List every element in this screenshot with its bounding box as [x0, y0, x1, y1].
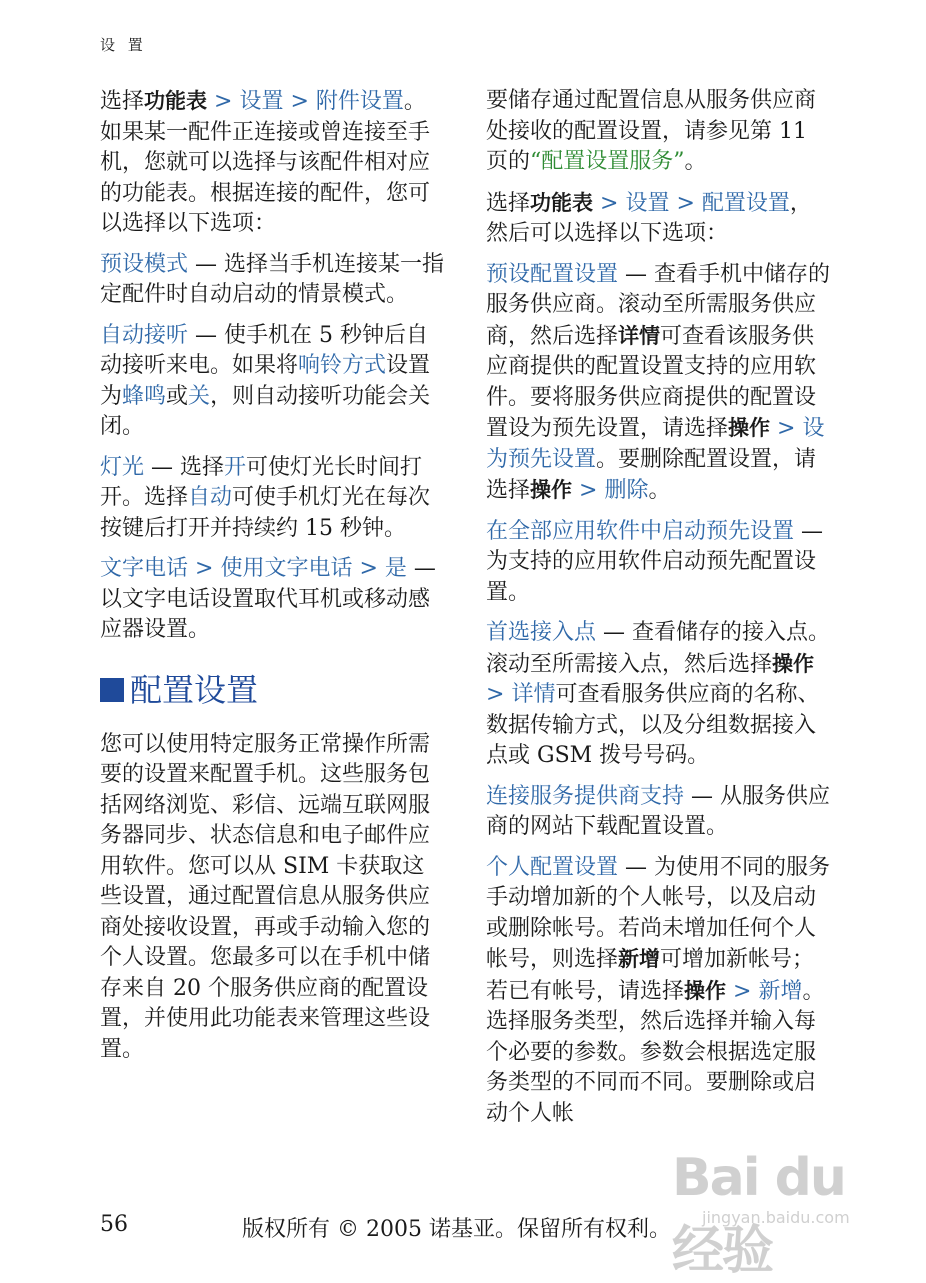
preferred-ap-paragraph: 首选接入点 — 查看储存的接入点。滚动至所需接入点，然后选择操作 > 详情可查看服务供应商的名称、数据传输方式，以及分组数据接入点或 GSM 拨号号码。: [486, 620, 831, 768]
config-service-reference: “配置设置服务”: [530, 149, 685, 174]
right-column: [486, 86, 831, 1139]
personal-config-term: 个人配置设置: [486, 854, 619, 880]
section-heading: 配置设置: [100, 670, 445, 710]
lights-paragraph: 灯光 — 选择开可使灯光长时间打开。选择自动可使手机灯光在每次按键后打开并持续约 15 秒钟。: [100, 454, 431, 541]
connect-support-paragraph: 连接服务提供商支持 — 从服务供应商的网站下载配置设置。: [486, 783, 831, 839]
activate-all-paragraph: 在全部应用软件中启动预先设置 — 为支持的应用软件启动预先配置设置。: [486, 518, 824, 605]
lights-term: 灯光: [100, 454, 145, 480]
config-storage-paragraph: 要储存通过配置信息从服务供应商处接收的配置设置，请参见第 11 页的“配置设置服务”。: [486, 88, 817, 174]
settings-link: 设置: [239, 89, 284, 114]
text-phone-paragraph: 文字电话 > 使用文字电话 > 是 — 以文字电话设置取代耳机或移动感应器设置。: [100, 556, 436, 642]
watermark-logo: Bai du 经验: [672, 1148, 845, 1281]
section-body-paragraph: 您可以使用特定服务正常操作所需要的设置来配置手机。这些服务包括网络浏览、彩信、远端互联网服务器同步、状态信息和电子邮件应用软件。您可以从 SIM 卡获取这些设置，通过配置信息从服务供应商处接收设置，再或手动输入您的个人设置。您最多可以在手机中储存来自 20 个服务供应商的配置设置，并使用此功能表来管理这些设置。: [100, 731, 431, 1062]
watermark: [672, 1148, 882, 1281]
connect-support-term: 连接服务提供商支持: [486, 783, 685, 809]
text-phone-term: 文字电话: [100, 556, 189, 581]
default-profile-term: 预设模式: [100, 251, 189, 277]
personal-config-paragraph: 个人配置设置 — 为使用不同的服务手动增加新的个人帐号，以及启动或删除帐号。若尚未增加任何个人帐号，则选择新增可增加新帐号；若已有帐号，请选择操作 > 新增。选择服务类型，然后选择并输入每个必要的参数。参数会根据选定服务类型的不同而不同。要删除或启动个人帐: [486, 854, 831, 1126]
page-number: 56: [100, 1212, 128, 1237]
auto-answer-term: 自动接听: [100, 322, 189, 348]
menu-label: 功能表: [144, 89, 208, 113]
page-header: 设 置: [100, 36, 147, 54]
accessory-settings-link: 附件设置: [315, 89, 404, 114]
copyright-notice: 版权所有 © 2005 诺基亚。保留所有权利。: [242, 1217, 671, 1242]
preferred-ap-term: 首选接入点: [486, 620, 597, 645]
left-column: [100, 86, 445, 1075]
default-config-term: 预设配置设置: [486, 261, 619, 287]
activate-all-term: 在全部应用软件中启动预先设置: [486, 518, 795, 544]
watermark-site: jingyan.baidu.com: [702, 1208, 850, 1227]
default-config-paragraph: 预设配置设置 — 查看手机中储存的服务供应商。滚动至所需服务供应商，然后选择详情可查看该服务供应商提供的配置设置支持的应用软件。要将服务供应商提供的配置设置设为预先设置，请选择操作 > 设为预先设置。要删除配置设置，请选择操作 > 删除。: [486, 261, 831, 503]
auto-answer-paragraph: 自动接听 — 使手机在 5 秒钟后自动接听来电。如果将响铃方式设置为蜂鸣或关，则自动接听功能会关闭。: [100, 322, 431, 439]
section-bullet-icon: [100, 678, 124, 702]
default-profile-paragraph: 预设模式 — 选择当手机连接某一指定配件时自动启动的情景模式。: [100, 251, 445, 307]
config-menu-paragraph: 选择功能表 > 设置 > 配置设置，然后可以选择以下选项：: [486, 190, 812, 246]
accessory-intro-paragraph: 选择功能表 > 设置 > 附件设置。如果某一配件正连接或曾连接至手机，您就可以选择与该配件相对应的功能表。根据连接的配件，您可以选择以下选项：: [100, 89, 431, 236]
